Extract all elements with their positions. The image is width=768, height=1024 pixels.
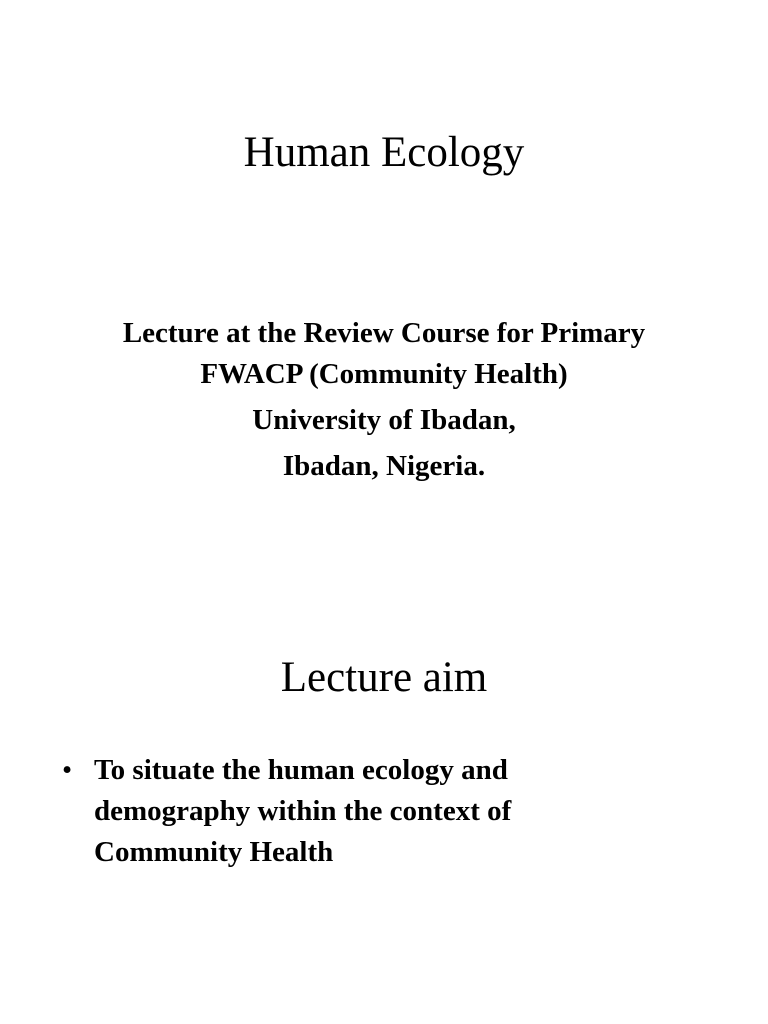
slide-title: Human Ecology bbox=[243, 129, 525, 176]
lecture-aim-slide bbox=[0, 512, 768, 1024]
bullet-list bbox=[0, 750, 768, 873]
bullet-text-line: demography within the context of bbox=[94, 795, 512, 827]
bullet-item bbox=[0, 750, 768, 873]
slide-title: Lecture aim bbox=[280, 654, 488, 701]
slide-subtitle bbox=[0, 313, 768, 487]
bullet-text-line: Community Health bbox=[94, 836, 334, 868]
bullet-text-line: To situate the human ecology and bbox=[94, 754, 508, 786]
subtitle-line: FWACP (Community Health) bbox=[200, 358, 568, 390]
subtitle-line: Lecture at the Review Course for Primary bbox=[122, 317, 646, 349]
bullet-marker: • bbox=[62, 754, 73, 786]
subtitle-line: University of Ibadan, bbox=[252, 404, 516, 436]
subtitle-line: Ibadan, Nigeria. bbox=[282, 450, 486, 482]
